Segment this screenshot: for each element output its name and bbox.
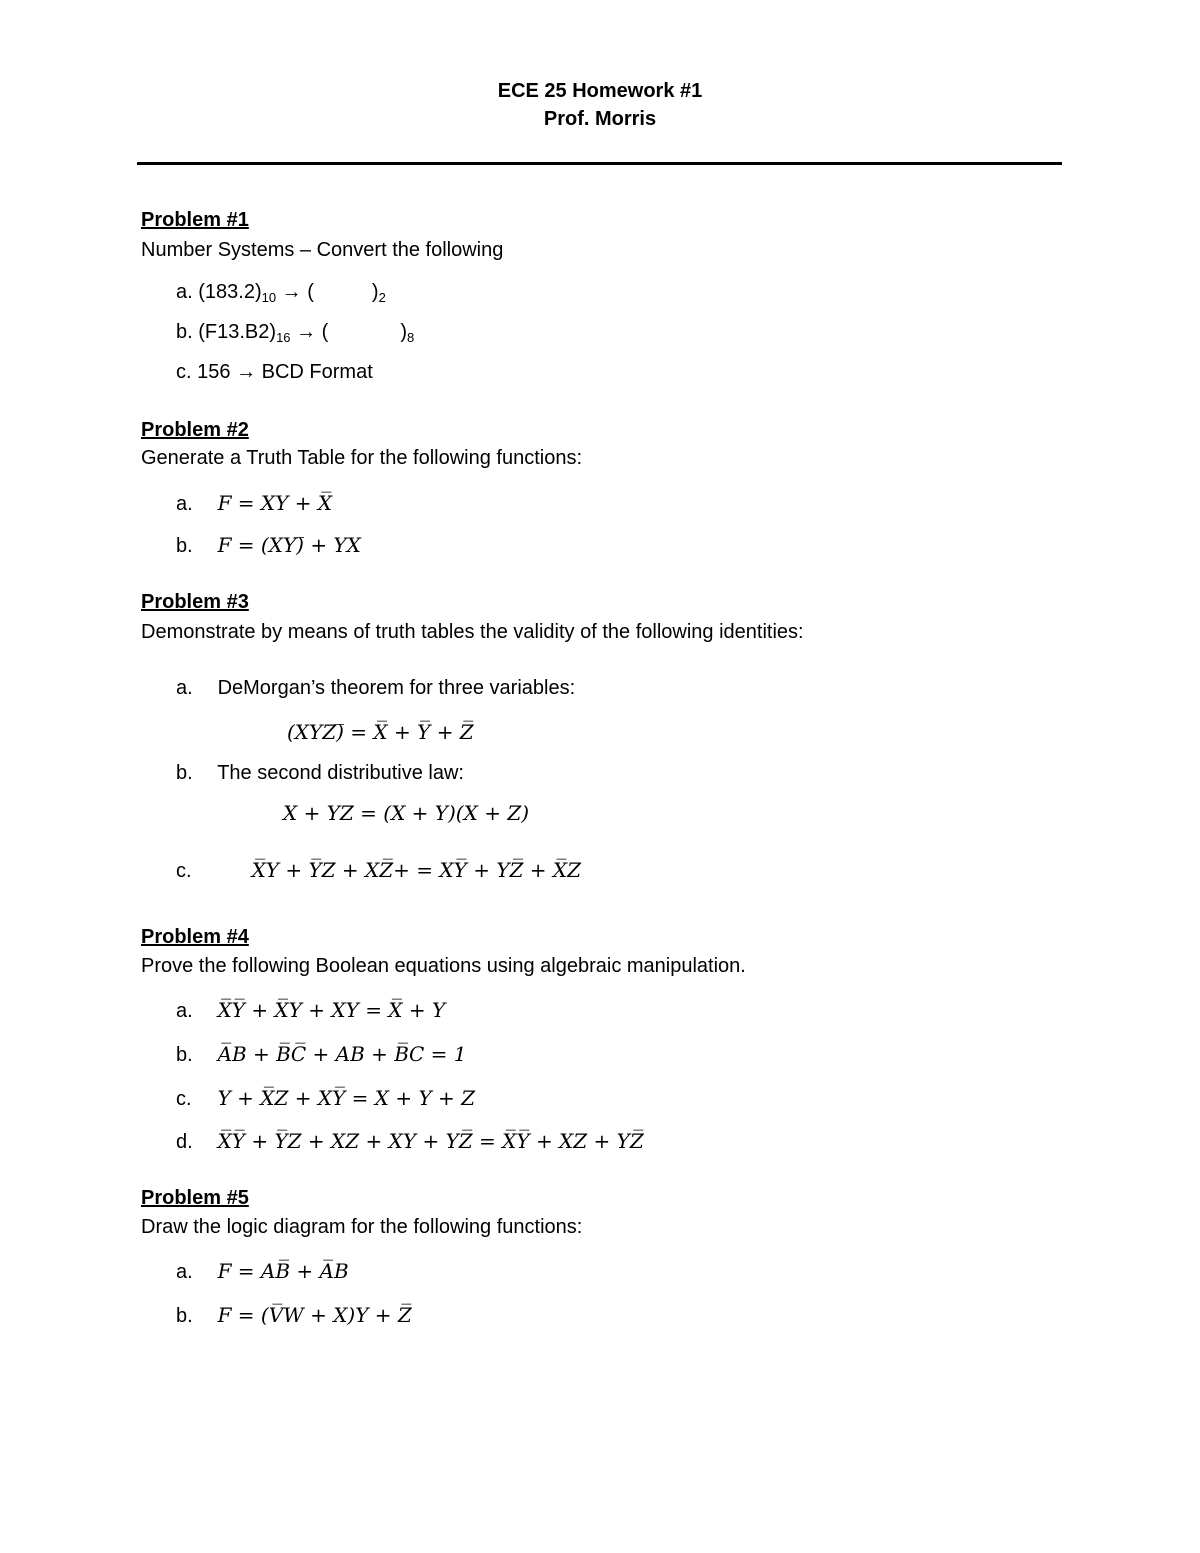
to-base: 2: [378, 290, 386, 305]
instructor-name: Prof. Morris: [543, 108, 657, 130]
problem-5-item-a: [176, 1259, 349, 1284]
problem-4-item-c: [176, 1086, 475, 1111]
problem-4-item-b: [176, 1042, 466, 1067]
equation: F = XY + X̅: [217, 491, 333, 515]
item-label: b.: [176, 535, 193, 557]
problem-2-item-b: [176, 533, 361, 558]
item-label: a.: [176, 1000, 193, 1022]
problem-3-equation-a: (XYZ)̅ = X̅ + Y̅ + Z̅: [287, 720, 474, 744]
answer-open: (: [307, 281, 314, 303]
problem-3-description: Demonstrate by means of truth tables the validity of the following identities:: [141, 621, 804, 643]
item-label: a.: [176, 493, 193, 515]
equation: X̅Y̅ + Y̅Z + XZ + XY + YZ̅ = X̅Y̅ + XZ + YZ̅: [217, 1129, 644, 1153]
problem-1-description: Number Systems – Convert the following: [141, 239, 504, 261]
to-base: 8: [407, 330, 415, 345]
problem-4-description: Prove the following Boolean equations using algebraic manipulation.: [141, 955, 746, 977]
item-label: b.: [176, 762, 193, 784]
header-divider: [137, 162, 1062, 165]
problem-5-description: Draw the logic diagram for the following functions:: [141, 1216, 583, 1238]
problem-1-item-b: [176, 321, 414, 344]
document-title: ECE 25 Homework #1: [497, 80, 703, 102]
item-label: a.: [176, 281, 193, 303]
item-label: c.: [176, 860, 192, 882]
arrow-icon: →: [236, 361, 257, 383]
item-label: b.: [176, 1305, 193, 1327]
number-value: 156: [197, 361, 231, 383]
arrow-icon: →: [281, 281, 302, 303]
from-base: 16: [276, 330, 291, 345]
equation: F = AB̅ + A̅B: [217, 1259, 349, 1283]
equation: X̅Y + Y̅Z + XZ̅+ = XY̅ + YZ̅ + X̅Z: [251, 858, 582, 882]
number-value: (183.2): [198, 281, 262, 303]
problem-3-item-b: [176, 762, 464, 785]
problem-3-item-c: [176, 858, 581, 883]
item-label: a.: [176, 677, 193, 699]
from-base: 10: [261, 290, 277, 305]
problem-3-heading: Problem #3: [141, 591, 249, 613]
problem-2-description: Generate a Truth Table for the following functions:: [141, 447, 583, 469]
answer-close: ): [400, 321, 407, 343]
problem-1-heading: Problem #1: [141, 209, 249, 231]
problem-1-item-c: [176, 361, 373, 384]
problem-4-heading: Problem #4: [141, 926, 249, 948]
equation: A̅B + B̅C̅ + AB + B̅C = 1: [217, 1042, 467, 1066]
item-label: c.: [176, 361, 192, 383]
problem-4-item-a: [176, 998, 445, 1023]
problem-3-equation-b: X + YZ = (X + Y)(X + Z): [283, 801, 530, 825]
problem-2-heading: Problem #2: [141, 419, 249, 441]
target-format: BCD Format: [261, 361, 373, 383]
answer-close: ): [371, 281, 379, 303]
item-label: d.: [176, 1131, 193, 1153]
problem-5-item-b: [176, 1303, 412, 1328]
arrow-icon: →: [296, 321, 317, 343]
item-label: a.: [176, 1261, 193, 1283]
item-label: b.: [176, 1044, 193, 1066]
equation: Y + X̅Z + XY̅ = X + Y + Z: [217, 1086, 476, 1110]
problem-3-item-a: [176, 677, 575, 700]
equation: F = (XY)̅ + YX: [217, 533, 361, 557]
problem-4-item-d: [176, 1129, 644, 1154]
equation: F = (V̅W + X)Y + Z̅: [217, 1303, 412, 1327]
item-label: c.: [176, 1088, 192, 1110]
problem-1-item-a: [176, 281, 386, 304]
item-text: DeMorgan’s theorem for three variables:: [217, 677, 576, 699]
item-text: The second distributive law:: [217, 762, 464, 784]
problem-2-item-a: [176, 491, 332, 516]
problem-5-heading: Problem #5: [141, 1187, 249, 1209]
item-label: b.: [176, 321, 193, 343]
answer-open: (: [321, 321, 329, 343]
equation: X̅Y̅ + X̅Y + XY = X̅ + Y: [217, 998, 446, 1022]
number-value: (F13.B2): [198, 321, 277, 343]
